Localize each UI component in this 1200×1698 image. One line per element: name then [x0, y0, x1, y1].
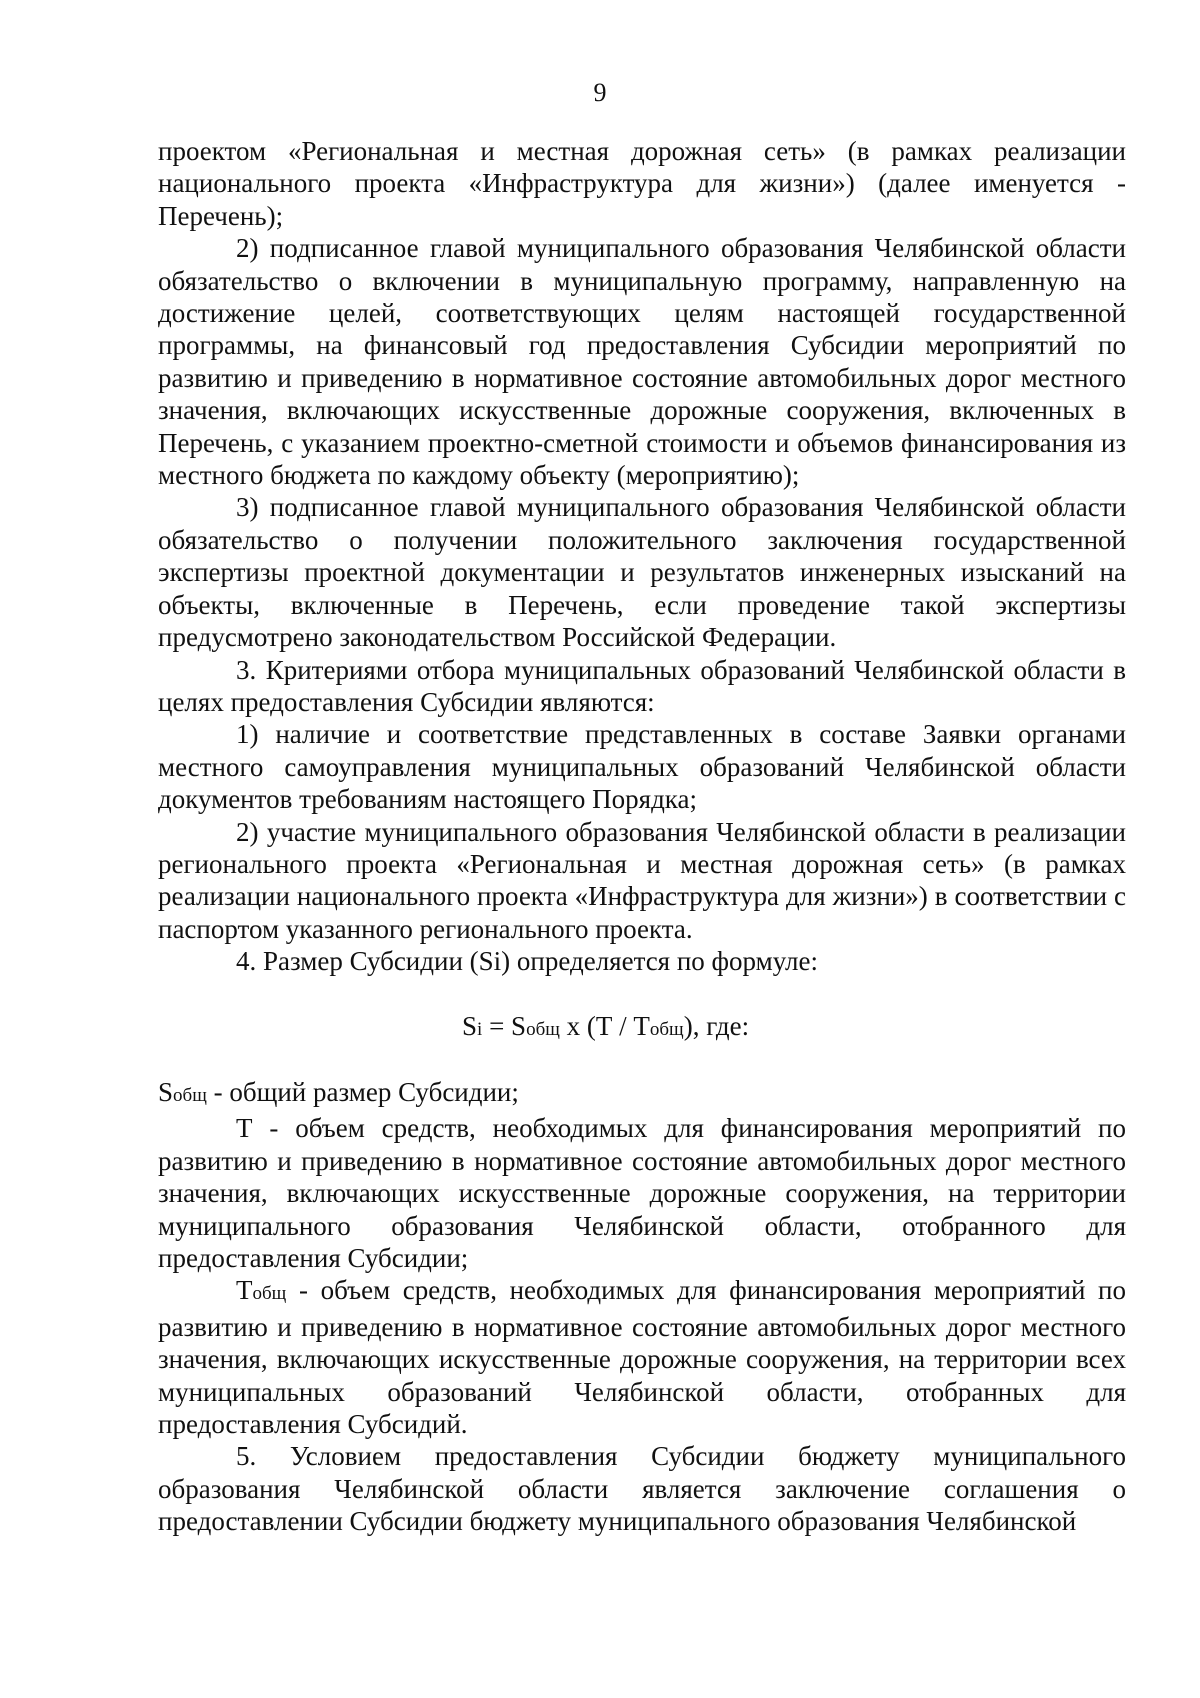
- paragraph-section-5-condition: 5. Условием предоставления Субсидии бюджету муниципального образования Челябинской области является заключение соглашения о предоставлении Субсидии бюджету муниципального образования Челябинской: [158, 1441, 1126, 1537]
- formula-stotal-symbol: S: [511, 1010, 527, 1041]
- paragraph-item-2-obligation-program: 2) подписанное главой муниципального образования Челябинской области обязательство о включении в муниципальную программу, направленную на достижение целей, соответствующих целям настоящей государственной программы, на финансовый год предоставления Субсидии мероприятий по развитию и приведению в нормативное состояние автомобильных дорог местного значения, включающих искусственные дорожные сооружения, включенных в Перечень, с указанием проектно-сметной стоимости и объемов финансирования из местного бюджета по каждому объекту (мероприятию);: [158, 233, 1126, 491]
- paragraph-section-3-criteria: 3. Критериями отбора муниципальных образований Челябинской области в целях предоставления Субсидии являются:: [158, 654, 1126, 717]
- definition-sobsh-text: - общий размер Субсидии;: [206, 1076, 519, 1107]
- formula-multiply-open: х (Т /: [559, 1010, 634, 1041]
- definition-sobsh-symbol: S: [158, 1076, 174, 1107]
- definition-sobsh: [158, 1076, 1126, 1112]
- formula-equals: =: [482, 1010, 512, 1041]
- definition-tobsh-text: - объем средств, необходимых для финансирования мероприятий по развитию и приведению в нормативное состояние автомобильных дорог местного значения, включающих искусственные дорожные сооружения, на территории всех муниципальных образований Челябинской области, отобранных для предоставления Субсидий.: [158, 1275, 1126, 1440]
- formula-ttotal-symbol: Т: [633, 1010, 650, 1041]
- page-number: 9: [593, 78, 607, 107]
- paragraph-criteria-2: 2) участие муниципального образования Челябинской области в реализации регионального проекта «Региональная и местная дорожная сеть» (в рамках реализации национального проекта «Инфраструктура для жизни») в соответствии с паспортом указанного регионального проекта.: [158, 816, 1126, 944]
- paragraph-perechen: проектом «Региональная и местная дорожная сеть» (в рамках реализации национального проекта «Инфраструктура для жизни») (далее именуется - Перечень);: [158, 136, 1126, 231]
- subsidy-formula: [158, 1010, 1126, 1046]
- formula-stotal-subscript: общ: [526, 1018, 560, 1040]
- formula-ttotal-subscript: общ: [649, 1018, 684, 1040]
- definition-tobsh-subscript: общ: [252, 1283, 287, 1305]
- definition-sobsh-subscript: общ: [173, 1084, 207, 1106]
- document-body: [158, 135, 1126, 1538]
- definition-tobsh-symbol: Т: [236, 1275, 253, 1306]
- definition-tobsh: [158, 1274, 1126, 1440]
- formula-s-symbol: S: [462, 1010, 478, 1041]
- paragraph-item-3-obligation-expertise: 3) подписанное главой муниципального образования Челябинской области обязательство о получении положительного заключения государственной экспертизы проектной документации и результатов инженерных изысканий на объекты, включенные в Перечень, если проведение такой экспертизы предусмотрено законодательством Российской Федерации.: [158, 492, 1126, 653]
- formula-close: ), где:: [683, 1010, 750, 1041]
- paragraph-criteria-1: 1) наличие и соответствие представленных в составе Заявки органами местного самоуправления муниципальных образований Челябинской области документов требованиям настоящего Порядка;: [158, 719, 1126, 815]
- formula-s-subscript: i: [477, 1018, 483, 1040]
- definition-t: Т - объем средств, необходимых для финансирования мероприятий по развитию и приведению в нормативное состояние автомобильных дорог местного значения, включающих искусственные дорожные сооружения, на территории муниципального образования Челябинской области, отобранного для предоставления Субсидии;: [158, 1113, 1126, 1273]
- paragraph-section-4-subsidy-size: 4. Размер Субсидии (Si) определяется по формуле:: [236, 946, 818, 977]
